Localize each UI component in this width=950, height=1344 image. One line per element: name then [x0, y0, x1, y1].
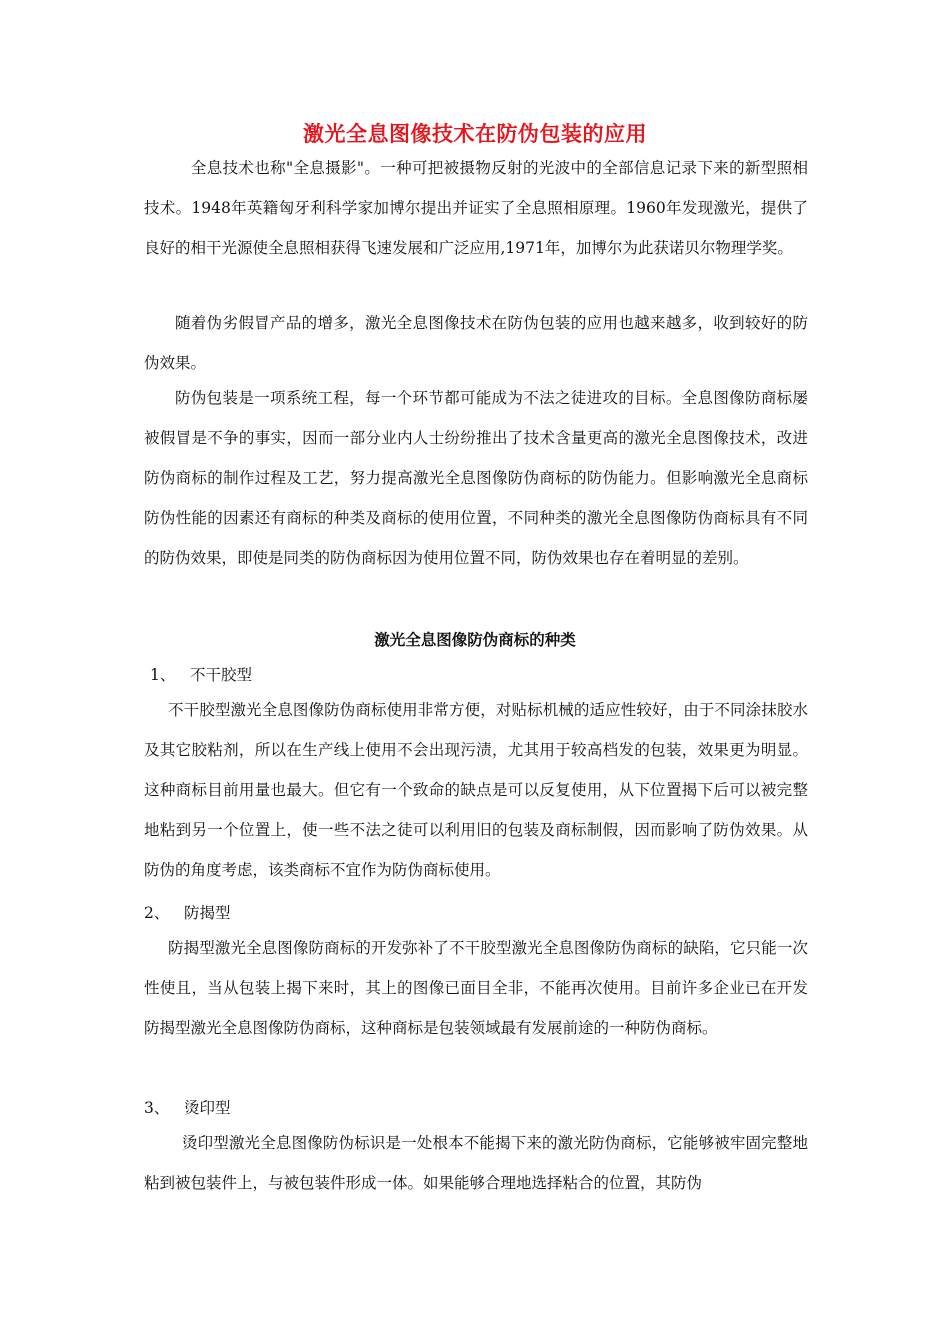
- type-1-number: 1、: [150, 666, 176, 684]
- section-heading: 激光全息图像防伪商标的种类: [374, 631, 576, 649]
- type-2-number: 2、: [144, 904, 170, 922]
- type-1-paragraph: 不干胶型激光全息图像防伪商标使用非常方便，对贴标机械的适应性较好，由于不同涂抹胶水及其它胶粘剂，所以在生产线上使用不会出现污渍，尤其用于较高档发的包装，效果更为明显。这种商标目前用量也最大。但它有一个致命的缺点是可以反复使用，从下位置揭下后可以被完整地粘到另一个位置上，使一些不法之徒可以利用旧的包装及商标制假，因而影响了防伪效果。从防伪的角度考虑，该类商标不宜作为防伪商标使用。: [144, 701, 808, 879]
- type-3-heading: [144, 1093, 231, 1123]
- intro-paragraph-2: 随着伪劣假冒产品的增多，激光全息图像技术在防伪包装的应用也越来越多，收到较好的防伪效果。: [144, 314, 808, 372]
- intro-paragraph-1: 全息技术也称"全息摄影"。一种可把被摄物反射的光波中的全部信息记录下来的新型照相技术。1948年英籍匈牙利科学家加博尔提出并证实了全息照相原理。1960年发现激光，提供了良好的相干光源使全息照相获得飞速发展和广泛应用,1971年，加博尔为此获诺贝尔物理学奖。: [144, 159, 808, 257]
- type-1-heading: [150, 660, 252, 690]
- intro-paragraph-3: 防伪包装是一项系统工程，每一个环节都可能成为不法之徒进攻的目标。全息图像防商标屡被假冒是不争的事实，因而一部分业内人士纷纷推出了技术含量更高的激光全息图像技术，改进防伪商标的制作过程及工艺，努力提高激光全息图像防伪商标的防伪能力。但影响激光全息商标防伪性能的因素还有商标的种类及商标的使用位置，不同种类的激光全息图像防伪商标具有不同的防伪效果，即使是同类的防伪商标因为使用位置不同，防伪效果也存在着明显的差别。: [144, 389, 808, 567]
- type-3-name: 烫印型: [184, 1099, 231, 1117]
- type-3-paragraph: 烫印型激光全息图像防伪标识是一处根本不能揭下来的激光防伪商标，它能够被牢固完整地粘到被包装件上，与被包装件形成一体。如果能够合理地选择粘合的位置，其防伪: [144, 1134, 808, 1192]
- type-2-paragraph: 防揭型激光全息图像防商标的开发弥补了不干胶型激光全息图像防伪商标的缺陷，它只能一次性使且，当从包装上揭下来时，其上的图像已面目全非，不能再次使用。目前许多企业已在开发防揭型激光全息图像防伪商标，这种商标是包装领域最有发展前途的一种防伪商标。: [144, 939, 808, 1037]
- type-2-name: 防揭型: [184, 904, 231, 922]
- type-1-name: 不干胶型: [190, 666, 253, 684]
- document-title: 激光全息图像技术在防伪包装的应用: [303, 122, 647, 146]
- type-3-number: 3、: [144, 1099, 170, 1117]
- type-2-heading: [144, 898, 231, 928]
